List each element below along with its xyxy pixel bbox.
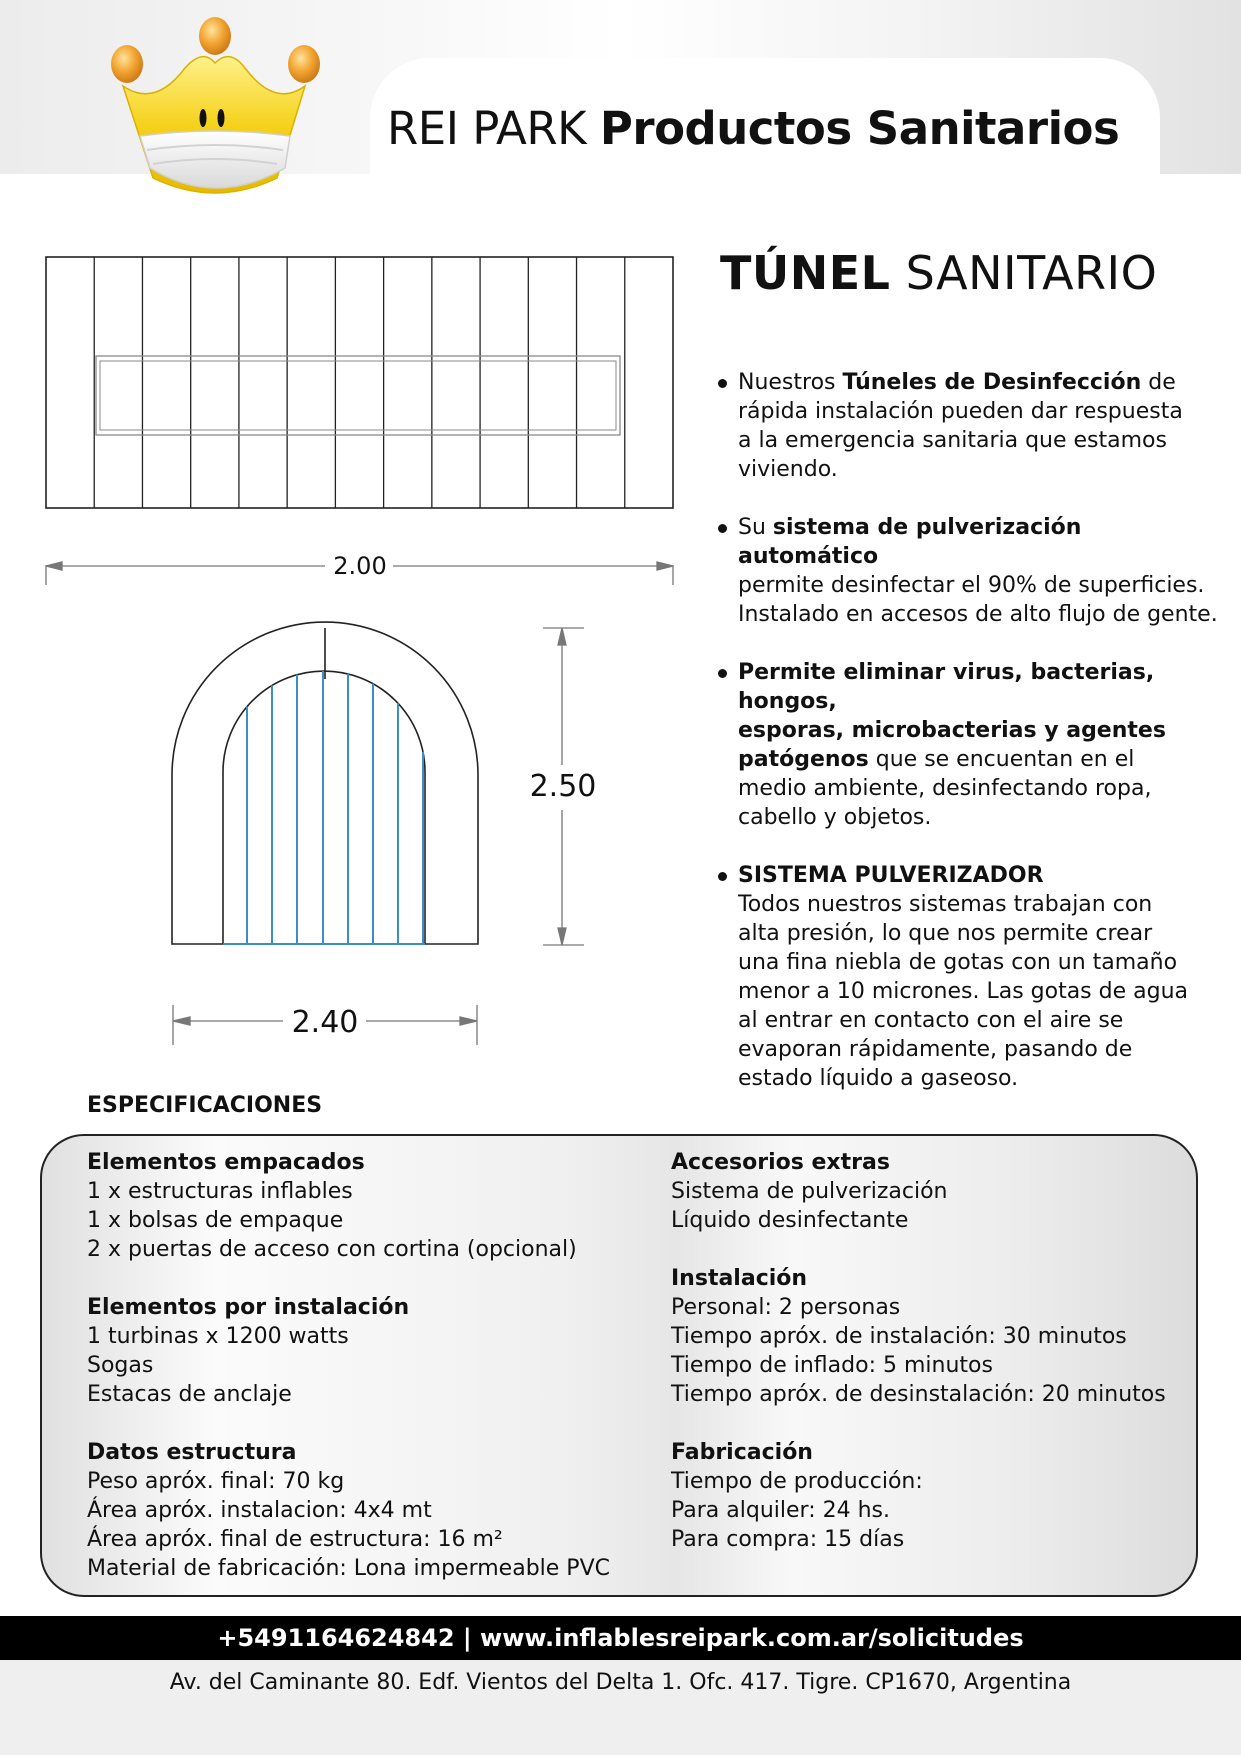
bullet-text: que se encuentan en el [868,747,1135,772]
specs-heading: ESPECIFICACIONES [87,1093,323,1118]
bullet-line [738,455,1226,484]
bullet-bold-text: patógenos [738,747,869,772]
bullet-bold-text: Permite eliminar virus, bacterias, hongos, [738,660,1155,714]
bullet-line [738,948,1226,977]
bullet-text: Su [738,515,773,540]
bullet-dot-icon [718,669,727,678]
bullet-dot-icon [718,379,727,388]
feature-bullet [716,658,1226,832]
bullet-text: viviendo. [738,457,838,482]
spec-item: Sogas [87,1353,154,1378]
bullet-dot-icon [718,872,727,881]
spec-group-title: Elementos empacados [87,1150,365,1175]
bullet-text: evaporan rápidamente, pasando de [738,1037,1133,1062]
spec-item: 1 x estructuras inflables [87,1179,353,1204]
bullet-text: permite desinfectar el 90% de superficies. [738,573,1205,598]
spec-item: Para compra: 15 días [671,1527,905,1552]
spec-item: 1 x bolsas de empaque [87,1208,344,1233]
bullet-text: medio ambiente, desinfectando ropa, [738,776,1152,801]
bullet-line [738,745,1226,774]
spec-item: Para alquiler: 24 hs. [671,1498,890,1523]
spec-item: Área apróx. final de estructura: 16 m² [87,1527,503,1552]
bullet-bold-text: SISTEMA PULVERIZADOR [738,863,1044,888]
bullet-line [738,861,1226,890]
feature-bullet [716,513,1226,629]
bullet-text: al entrar en contacto con el aire se [738,1008,1124,1033]
bullet-text: rápida instalación pueden dar respuesta [738,399,1183,424]
spec-group [87,1438,610,1583]
spec-item: Tiempo de inflado: 5 minutos [671,1353,993,1378]
brand-name: REI PARK [387,102,587,155]
spec-item: Área apróx. instalacion: 4x4 mt [87,1498,432,1523]
bullet-text: una fina niebla de gotas con un tamaño [738,950,1178,975]
bullet-bold-text: sistema de pulverización automático [738,515,1082,569]
spec-group-title: Fabricación [671,1440,813,1465]
bullet-line [738,600,1226,629]
spec-group-title: Instalación [671,1266,808,1291]
front-view-width-label: 2.40 [291,1005,359,1040]
spec-group-title: Elementos por instalación [87,1295,410,1320]
feature-bullet [716,861,1226,1093]
bullet-line [738,1006,1226,1035]
bullet-line [738,774,1226,803]
top-view-drawing [46,257,673,508]
top-view-inner-frame-inset [100,361,616,430]
address-text: Av. del Caminante 80. Edf. Vientos del Delta 1. Ofc. 417. Tigre. CP1670, Argentina [169,1670,1072,1695]
specs-right-column [671,1148,1166,1583]
specs-left-column [87,1148,610,1612]
feature-bullet [716,368,1226,484]
footer-contact[interactable]: +5491164624842 | www.inflablesreipark.com.ar/solicitudes [0,1616,1241,1660]
bullet-line [738,571,1226,600]
spec-item: Tiempo de producción: [671,1469,923,1494]
bullet-text: Nuestros [738,370,843,395]
page-subtitle: Productos Sanitarios [599,102,1120,155]
front-view-height-label: 2.50 [529,769,597,804]
bullet-line [738,368,1226,397]
spec-group [87,1293,610,1409]
bullet-text: a la emergencia sanitaria que estamos [738,428,1167,453]
bullet-text: cabello y objetos. [738,805,932,830]
bullet-text: Instalado en accesos de alto flujo de gente. [738,602,1218,627]
spec-item: Material de fabricación: Lona impermeable PVC [87,1556,610,1581]
bullet-line [738,716,1226,745]
bullet-line [738,977,1226,1006]
spec-item: 1 turbinas x 1200 watts [87,1324,349,1349]
footer-address [0,1660,1241,1755]
spec-group [671,1438,1166,1554]
bullet-line [738,1035,1226,1064]
top-view-outline [46,257,673,508]
bullet-line [738,658,1226,716]
top-view-width-label: 2.00 [333,552,387,580]
front-view-drawing [172,622,478,944]
bullet-text: Todos nuestros sistemas trabajan con [738,892,1153,917]
bullet-line [738,890,1226,919]
bullet-line [738,397,1226,426]
spec-item: Peso apróx. final: 70 kg [87,1469,345,1494]
spray-curtain [223,671,425,944]
product-title-bold: TÚNEL [720,246,891,300]
bullet-line [738,513,1226,571]
bullet-line [738,426,1226,455]
spec-group [87,1148,610,1264]
spec-item: Estacas de anclaje [87,1382,292,1407]
bullet-bold-text: Túneles de Desinfección [842,370,1142,395]
feature-list [716,368,1226,1122]
technical-drawings [0,0,700,1060]
bullet-dot-icon [718,524,727,533]
spec-item: Líquido desinfectante [671,1208,909,1233]
product-title-light: SANITARIO [905,246,1158,300]
bullet-bold-text: esporas, microbacterias y agentes [738,718,1166,743]
spec-group-title: Datos estructura [87,1440,297,1465]
bullet-line [738,803,1226,832]
spec-item: Tiempo apróx. de desinstalación: 20 minutos [671,1382,1166,1407]
spec-group [671,1148,1166,1235]
bullet-line [738,919,1226,948]
top-view-inner-frame [96,356,620,435]
bullet-text: alta presión, lo que nos permite crear [738,921,1153,946]
bullet-line [738,1064,1226,1093]
spec-item: Sistema de pulverización [671,1179,948,1204]
bullet-text: de [1141,370,1176,395]
spec-item: Personal: 2 personas [671,1295,901,1320]
bullet-text: estado líquido a gaseoso. [738,1066,1019,1091]
spec-group-title: Accesorios extras [671,1150,890,1175]
spec-item: 2 x puertas de acceso con cortina (opcional) [87,1237,577,1262]
spec-group [671,1264,1166,1409]
product-title [720,246,1157,300]
bullet-text: menor a 10 micrones. Las gotas de agua [738,979,1189,1004]
spec-item: Tiempo apróx. de instalación: 30 minutos [671,1324,1127,1349]
